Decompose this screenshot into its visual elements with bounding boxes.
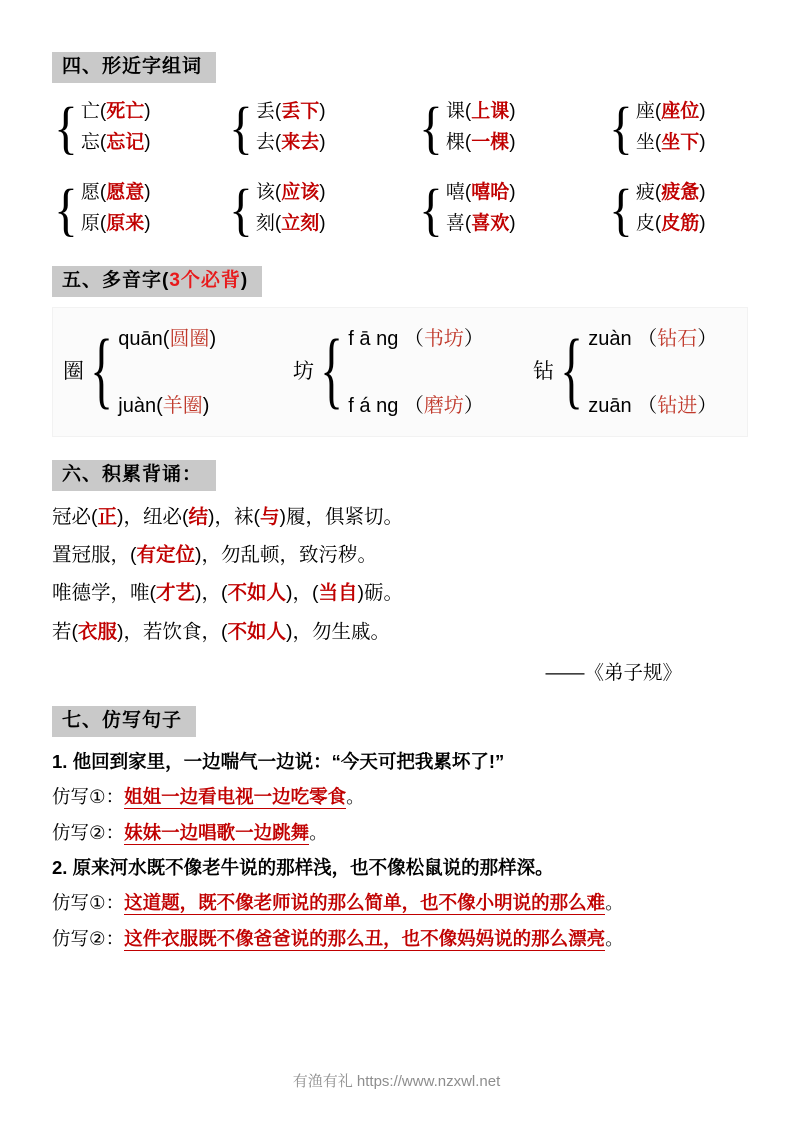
word: 疲惫 xyxy=(661,182,700,204)
plain-text: )，勿乱顿，致污秽。 xyxy=(195,544,378,567)
pinyin: f ā ng （ xyxy=(348,327,424,350)
base-char: 去 xyxy=(255,131,275,153)
brace-icon: { xyxy=(229,176,253,242)
section-five-heading xyxy=(52,266,262,297)
pinyin: zuàn （ xyxy=(588,327,658,350)
pinyin: zuān （ xyxy=(588,394,658,417)
section-fangxie xyxy=(52,706,752,962)
word: 立刻 xyxy=(281,213,320,235)
paren-close: ） xyxy=(697,394,718,417)
brace-icon: { xyxy=(419,94,443,160)
plain-text: 冠必( xyxy=(52,505,98,528)
xingjinzi-group: { 座(座位) 坐(坐下) xyxy=(609,94,706,160)
beisong-line xyxy=(52,504,752,530)
word: 忘记 xyxy=(106,131,145,153)
word: 羊圈 xyxy=(162,394,203,417)
answer-period: 。 xyxy=(346,785,365,807)
item-number: 2. xyxy=(52,857,68,879)
base-char: 嘻 xyxy=(445,182,465,204)
xingjinzi-group: { 亡(死亡) 忘(忘记) xyxy=(54,94,151,160)
xingjinzi-group: { 课(上课) 棵(一棵) xyxy=(419,94,516,160)
answer-period: 。 xyxy=(605,892,624,914)
highlighted-word: 不如人 xyxy=(227,620,287,643)
word: 书坊 xyxy=(423,327,464,350)
base-char: 喜 xyxy=(445,213,465,235)
section-five-heading-prefix: 五、多音字 xyxy=(62,270,163,291)
base-char: 原 xyxy=(80,213,100,235)
answer-text[interactable]: 妹妹一边唱歌一边跳舞 xyxy=(124,821,310,843)
section-seven-heading: 七、仿写句子 xyxy=(52,706,196,737)
plain-text: )砺。 xyxy=(357,582,404,605)
paren-close: ） xyxy=(463,394,484,417)
paren-close: ) xyxy=(202,394,210,417)
paren-close: ) xyxy=(209,327,217,350)
word: 应该 xyxy=(281,182,320,204)
brace-icon: { xyxy=(609,176,633,242)
section-six-heading: 六、积累背诵： xyxy=(52,460,216,491)
plain-text: 唯德学，唯( xyxy=(52,582,156,605)
answer-text[interactable]: 这件衣服既不像爸爸说的那么丑，也不像妈妈说的那么漂亮 xyxy=(124,928,606,950)
base-char: 课 xyxy=(445,100,465,122)
plain-text: )，( xyxy=(286,582,319,605)
plain-text: 置冠服，( xyxy=(52,544,137,567)
xingjinzi-group: { 愿(愿意) 原(原来) xyxy=(54,176,151,242)
xingjinzi-group: { 该(应该) 刻(立刻) xyxy=(229,176,326,242)
duoyinzi-entry xyxy=(293,318,484,422)
xingjinzi-group: { 嘻(嘻哈) 喜(喜欢) xyxy=(419,176,516,242)
answer-text[interactable]: 这道题，既不像老师说的那么简单，也不像小明说的那么难 xyxy=(124,892,606,914)
word: 磨坊 xyxy=(423,394,464,417)
prompt-text: 他回到家里，一边喘气一边说：“今天可把我累坏了!” xyxy=(72,750,505,772)
polyphone-char: 坊 xyxy=(293,359,314,383)
watermark: 有渔有礼 https://www.nzxwl.net xyxy=(292,1073,501,1090)
must-memorize-count: 3个必背 xyxy=(169,270,241,291)
highlighted-word: 有定位 xyxy=(136,544,196,567)
word: 喜欢 xyxy=(471,213,510,235)
prompt-text: 原来河水既不像老牛说的那样浅，也不像松鼠说的那样深。 xyxy=(72,857,554,879)
word: 一棵 xyxy=(471,131,510,153)
plain-text: 若( xyxy=(52,620,78,643)
beisong-line xyxy=(52,580,752,606)
plain-text: )，勿生戚。 xyxy=(286,620,391,643)
word: 钻石 xyxy=(657,327,698,350)
brace-icon: { xyxy=(54,176,78,242)
highlighted-word: 衣服 xyxy=(78,620,118,643)
plain-text: )，袜( xyxy=(208,505,261,528)
paren-close: ) xyxy=(240,270,249,291)
beisong-source: ——《弟子规》 xyxy=(545,662,682,685)
brace-icon: { xyxy=(229,94,253,160)
highlighted-word: 不如人 xyxy=(227,582,287,605)
word: 圆圈 xyxy=(169,327,210,350)
answer-text[interactable]: 姐姐一边看电视一边吃零食 xyxy=(124,785,347,807)
word: 嘻哈 xyxy=(471,182,510,204)
word: 上课 xyxy=(471,100,510,122)
word: 皮筋 xyxy=(661,213,700,235)
answer-period: 。 xyxy=(309,821,328,843)
highlighted-word: 才艺 xyxy=(156,582,196,605)
base-char: 刻 xyxy=(255,213,275,235)
paren-close: ） xyxy=(463,327,484,350)
section-four-heading: 四、形近字组词 xyxy=(52,52,216,83)
xingjinzi-group: { 疲(疲惫) 皮(皮筋) xyxy=(609,176,706,242)
brace-icon: { xyxy=(560,320,583,417)
plain-text: )，( xyxy=(195,582,228,605)
base-char: 丢 xyxy=(255,100,275,122)
paren-open: ( xyxy=(162,270,170,291)
beisong-lines xyxy=(52,504,752,645)
beisong-line xyxy=(52,542,752,568)
highlighted-word: 与 xyxy=(260,505,280,528)
answer-label: 仿写①： xyxy=(52,785,125,807)
fangxie-answer xyxy=(52,820,752,847)
base-char: 亡 xyxy=(80,100,100,122)
highlighted-word: 结 xyxy=(188,505,209,528)
fangxie-answer xyxy=(52,784,752,811)
word: 坐下 xyxy=(661,131,700,153)
pinyin: f á ng （ xyxy=(348,394,424,417)
beisong-line xyxy=(52,619,752,645)
duoyinzi-entry xyxy=(63,318,216,422)
duoyinzi-entry xyxy=(533,318,717,422)
base-char: 坐 xyxy=(635,131,655,153)
plain-text: )，纽必( xyxy=(117,505,189,528)
polyphone-char: 钻 xyxy=(533,359,554,383)
highlighted-word: 当自 xyxy=(318,582,358,605)
base-char: 座 xyxy=(635,100,655,122)
answer-period: 。 xyxy=(605,928,624,950)
section-beisong xyxy=(52,460,752,685)
base-char: 棵 xyxy=(445,131,465,153)
word: 来去 xyxy=(281,131,320,153)
duoyinzi-panel xyxy=(52,307,748,437)
xingjinzi-group: { 丢(丢下) 去(来去) xyxy=(229,94,326,160)
word: 死亡 xyxy=(106,100,145,122)
pinyin: juàn( xyxy=(118,394,163,417)
polyphone-char: 圈 xyxy=(63,359,84,383)
pinyin: quān( xyxy=(118,327,170,350)
base-char: 该 xyxy=(255,182,275,204)
answer-label: 仿写①： xyxy=(52,892,125,914)
plain-text: )履，俱紧切。 xyxy=(279,505,404,528)
base-char: 皮 xyxy=(635,213,655,235)
word: 钻进 xyxy=(657,394,698,417)
section-xingjinzi xyxy=(52,52,752,240)
brace-icon: { xyxy=(320,320,343,417)
word: 愿意 xyxy=(106,182,145,204)
word: 丢下 xyxy=(281,100,320,122)
answer-label: 仿写②： xyxy=(52,821,125,843)
xingjinzi-grid xyxy=(52,94,752,242)
base-char: 忘 xyxy=(80,131,100,153)
fangxie-answer xyxy=(52,890,752,917)
fangxie-body xyxy=(52,749,752,953)
highlighted-word: 正 xyxy=(97,505,118,528)
base-char: 疲 xyxy=(635,182,655,204)
fangxie-answer xyxy=(52,926,752,953)
section-duoyinzi xyxy=(52,266,752,437)
brace-icon: { xyxy=(54,94,78,160)
brace-icon: { xyxy=(609,94,633,160)
plain-text: )，若饮食，( xyxy=(117,620,228,643)
paren-close: ） xyxy=(697,327,718,350)
word: 原来 xyxy=(106,213,145,235)
fangxie-prompt xyxy=(52,855,752,881)
word: 座位 xyxy=(661,100,700,122)
brace-icon: { xyxy=(90,320,113,417)
base-char: 愿 xyxy=(80,182,100,204)
item-number: 1. xyxy=(52,750,68,772)
answer-label: 仿写②： xyxy=(52,928,125,950)
fangxie-prompt xyxy=(52,749,752,775)
brace-icon: { xyxy=(419,176,443,242)
